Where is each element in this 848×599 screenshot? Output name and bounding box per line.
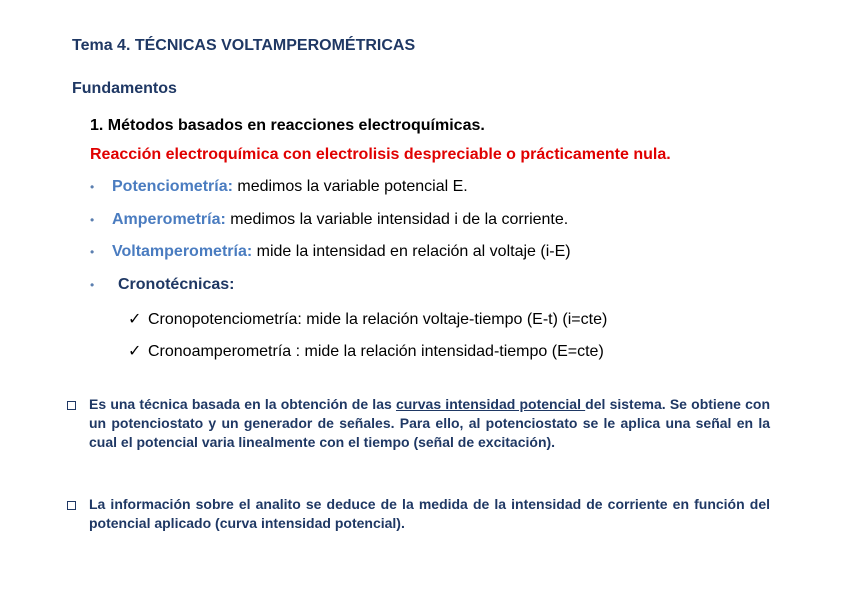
numbered-heading: 1. Métodos basados en reacciones electroquímicas. xyxy=(90,117,485,134)
highlight-line: Reacción electroquímica con electrolisis despreciable o prácticamente nula. xyxy=(90,146,671,163)
bullet-text: medimos la variable intensidad i de la corriente. xyxy=(225,211,569,228)
bullet-icon: • xyxy=(90,213,95,227)
bullet-term: Amperometría: xyxy=(112,211,226,228)
bullet-term: Potenciometría: xyxy=(112,178,233,195)
check-text: Cronoamperometría : mide la relación intensidad-tiempo (E=cte) xyxy=(148,343,604,360)
bullet-text: medimos la variable potencial E. xyxy=(232,178,468,195)
bullet-term: Cronotécnicas: xyxy=(118,276,235,293)
paragraph-text: Es una técnica basada en la obtención de las xyxy=(89,396,396,412)
bullet-text: mide la intensidad en relación al voltaje (i-E) xyxy=(252,243,571,260)
bullet-icon: • xyxy=(90,278,95,292)
bullet-item xyxy=(90,243,571,261)
paragraph-text: del sistema. Se obtiene con un potenciostato y un generador de señales. Para ello, al potenciostato se le aplica una señal en la cual el potencial varia linealmente con el tiempo (señal de excitación). xyxy=(89,396,771,450)
checkmark-icon: ✓ xyxy=(128,343,142,360)
bullet-icon: • xyxy=(90,245,95,259)
paragraph-text: La información sobre el analito se deduce de la medida de la intensidad de corriente en función del potencial aplicado (curva intensidad potencial). xyxy=(89,496,770,531)
paragraph-underlined: curvas intensidad potencial xyxy=(395,396,586,412)
bullet-item xyxy=(90,178,468,196)
paragraph xyxy=(89,395,770,452)
bullet-term: Voltamperometría: xyxy=(112,243,253,260)
bullet-icon: • xyxy=(90,180,95,194)
section-subtitle: Fundamentos xyxy=(72,80,177,97)
check-item xyxy=(128,341,604,361)
square-bullet-icon xyxy=(67,401,76,410)
page-title: Tema 4. TÉCNICAS VOLTAMPEROMÉTRICAS xyxy=(72,37,416,54)
square-bullet-icon xyxy=(67,501,76,510)
checkmark-icon: ✓ xyxy=(128,311,142,328)
check-text: Cronopotenciometría: mide la relación voltaje-tiempo (E-t) (i=cte) xyxy=(148,311,608,328)
paragraph xyxy=(89,495,770,533)
bullet-item xyxy=(90,211,568,229)
bullet-item xyxy=(90,276,234,294)
check-item xyxy=(128,309,607,329)
